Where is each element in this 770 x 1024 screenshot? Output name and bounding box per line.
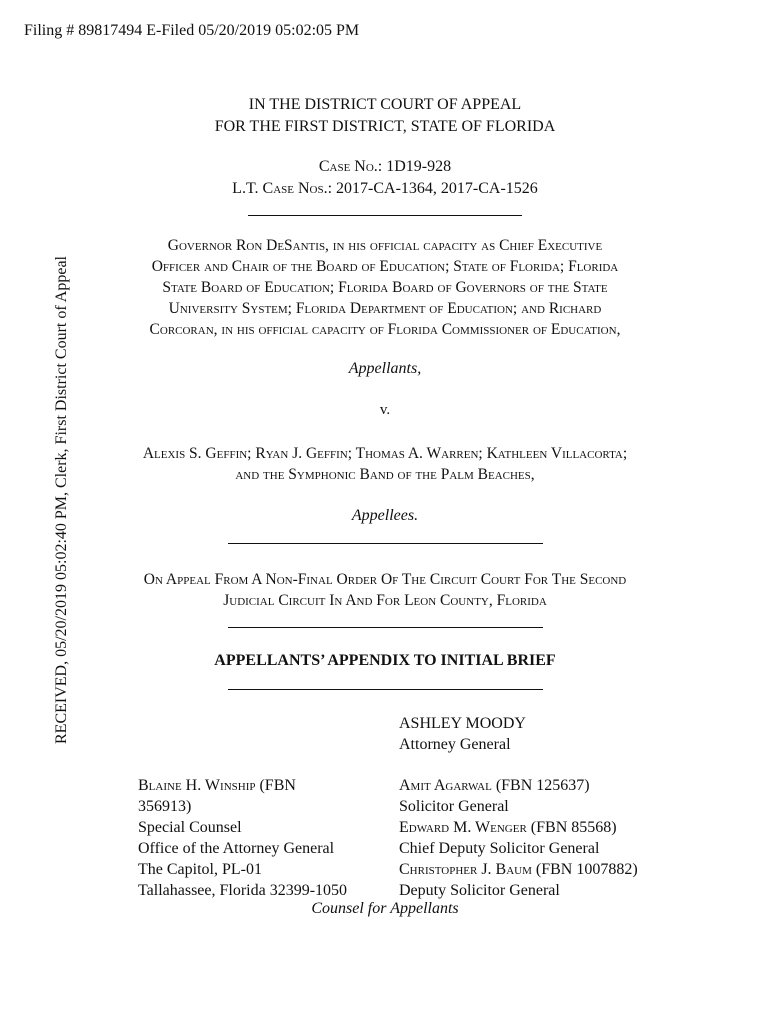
counsel-left-block (138, 775, 347, 901)
counsel-right-block (399, 775, 638, 901)
counsel-right-line: Christopher J. Baum (FBN 1007882) (399, 861, 638, 878)
appellees-line: Alexis S. Geffin; Ryan J. Geffin; Thomas A. Warren; Kathleen Villacorta; (142, 445, 628, 462)
filing-header: Filing # 89817494 E-Filed 05/20/2019 05:02:05 PM (24, 22, 360, 39)
counsel-left-line: Office of the Attorney General (138, 840, 335, 857)
divider-rule (228, 627, 543, 628)
counsel-right-line: Edward M. Wenger (FBN 85568) (399, 819, 617, 836)
versus: v. (379, 402, 391, 418)
appellants-line: State Board of Education; Florida Board of Governors of the State (162, 279, 608, 296)
attorney-general-name: ASHLEY MOODY (399, 715, 526, 732)
document-title: APPELLANTS’ APPENDIX TO INITIAL BRIEF (214, 652, 556, 669)
counsel-left-line: 356913) (138, 798, 192, 815)
appellants-line: University System; Florida Department of Education; and Richard (168, 300, 602, 317)
appellees-role: Appellees. (351, 507, 419, 524)
counsel-right-line: Solicitor General (399, 798, 509, 815)
counsel-left-line: Special Counsel (138, 819, 242, 836)
divider-rule (248, 215, 522, 216)
appellees-list (80, 443, 690, 485)
counsel-left-line: Blaine H. Winship (FBN (138, 777, 296, 794)
appeal-from-line: Judicial Circuit In And For Leon County, Florida (223, 592, 547, 609)
counsel-left-line: Tallahassee, Florida 32399-1050 (138, 882, 348, 899)
lower-tribunal-case-numbers: L.T. Case Nos.: 2017-CA-1364, 2017-CA-1526 (232, 180, 538, 197)
appeal-from (80, 569, 690, 611)
counsel-right-line: Chief Deputy Solicitor General (399, 840, 600, 857)
court-line-2: FOR THE FIRST DISTRICT, STATE OF FLORIDA (214, 118, 556, 135)
counsel-for: Counsel for Appellants (311, 900, 459, 917)
appellants-line: Officer and Chair of the Board of Education; State of Florida; Florida (151, 258, 619, 275)
counsel-right-line: Deputy Solicitor General (399, 882, 560, 899)
received-stamp: RECEIVED, 05/20/2019 05:02:40 PM, Clerk, First District Court of Appeal (53, 256, 70, 744)
counsel-attorney-general (399, 713, 526, 755)
case-numbers (0, 156, 770, 200)
court-heading (0, 94, 770, 138)
appellants-line: Governor Ron DeSantis, in his official capacity as Chief Executive (167, 237, 603, 254)
counsel-right-line: Amit Agarwal (FBN 125637) (399, 777, 590, 794)
divider-rule (228, 543, 543, 544)
divider-rule (228, 689, 543, 690)
appellants-list (80, 235, 690, 340)
appellants-role: Appellants, (348, 360, 422, 377)
attorney-general-title: Attorney General (399, 736, 511, 753)
counsel-left-line: The Capitol, PL-01 (138, 861, 262, 878)
appellants-line: Corcoran, in his official capacity of Florida Commissioner of Education, (149, 321, 621, 338)
appeal-from-line: On Appeal From A Non-Final Order Of The Circuit Court For The Second (143, 571, 627, 588)
case-number: Case No.: 1D19-928 (318, 158, 452, 175)
appellees-line: and the Symphonic Band of the Palm Beaches, (235, 466, 535, 483)
court-line-1: IN THE DISTRICT COURT OF APPEAL (248, 96, 522, 113)
